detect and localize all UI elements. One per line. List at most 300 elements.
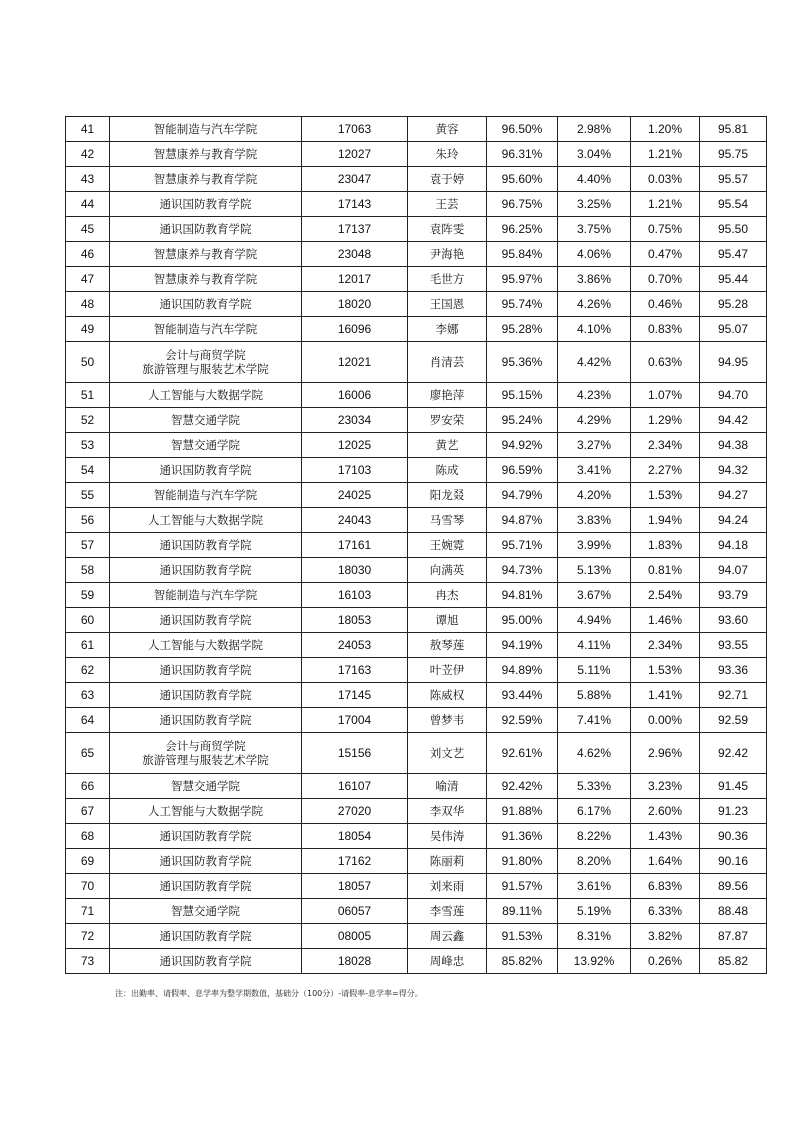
rank-cell: 52: [66, 408, 110, 433]
college-cell: 通识国防教育学院: [110, 192, 302, 217]
absence-rate-cell: 2.96%: [631, 733, 700, 774]
staff-id-cell: 18020: [302, 292, 408, 317]
staff-id-cell: 12021: [302, 342, 408, 383]
attendance-rate-cell: 95.15%: [487, 383, 558, 408]
absence-rate-cell: 1.53%: [631, 483, 700, 508]
rank-cell: 71: [66, 899, 110, 924]
table-row: [66, 342, 767, 383]
name-cell: 肖清芸: [408, 342, 487, 383]
name-cell: 刘来雨: [408, 874, 487, 899]
score-cell: 90.36: [700, 824, 767, 849]
table-row: [66, 949, 767, 974]
staff-id-cell: 17145: [302, 683, 408, 708]
staff-id-cell: 17161: [302, 533, 408, 558]
rank-cell: 66: [66, 774, 110, 799]
leave-rate-cell: 3.99%: [558, 533, 631, 558]
table-row: [66, 217, 767, 242]
staff-id-cell: 17103: [302, 458, 408, 483]
table-row: [66, 683, 767, 708]
attendance-rate-cell: 94.89%: [487, 658, 558, 683]
absence-rate-cell: 2.54%: [631, 583, 700, 608]
rank-cell: 49: [66, 317, 110, 342]
name-cell: 尹海艳: [408, 242, 487, 267]
absence-rate-cell: 1.53%: [631, 658, 700, 683]
table-row: [66, 508, 767, 533]
attendance-rate-cell: 95.24%: [487, 408, 558, 433]
attendance-rate-cell: 95.97%: [487, 267, 558, 292]
college-cell: 智慧交通学院: [110, 774, 302, 799]
name-cell: 黄艺: [408, 433, 487, 458]
rank-cell: 44: [66, 192, 110, 217]
name-cell: 陈威权: [408, 683, 487, 708]
name-cell: 曾梦韦: [408, 708, 487, 733]
college-line: 会计与商贸学院: [165, 739, 246, 753]
rank-cell: 43: [66, 167, 110, 192]
attendance-rate-cell: 94.92%: [487, 433, 558, 458]
rank-cell: 61: [66, 633, 110, 658]
leave-rate-cell: 8.31%: [558, 924, 631, 949]
college-cell: 智慧交通学院: [110, 433, 302, 458]
leave-rate-cell: 3.41%: [558, 458, 631, 483]
name-cell: 王婉霓: [408, 533, 487, 558]
rank-cell: 56: [66, 508, 110, 533]
attendance-rate-cell: 95.60%: [487, 167, 558, 192]
absence-rate-cell: 2.60%: [631, 799, 700, 824]
table-row: [66, 167, 767, 192]
table-row: [66, 317, 767, 342]
rank-cell: 65: [66, 733, 110, 774]
name-cell: 周峰忠: [408, 949, 487, 974]
leave-rate-cell: 13.92%: [558, 949, 631, 974]
attendance-rate-cell: 91.88%: [487, 799, 558, 824]
rank-cell: 70: [66, 874, 110, 899]
absence-rate-cell: 0.00%: [631, 708, 700, 733]
table-row: [66, 458, 767, 483]
rank-cell: 63: [66, 683, 110, 708]
college-cell: 通识国防教育学院: [110, 849, 302, 874]
score-cell: 91.45: [700, 774, 767, 799]
attendance-rate-cell: 96.59%: [487, 458, 558, 483]
leave-rate-cell: 5.13%: [558, 558, 631, 583]
name-cell: 冉杰: [408, 583, 487, 608]
leave-rate-cell: 5.88%: [558, 683, 631, 708]
college-cell: 通识国防教育学院: [110, 708, 302, 733]
leave-rate-cell: 5.33%: [558, 774, 631, 799]
leave-rate-cell: 4.42%: [558, 342, 631, 383]
table-row: [66, 483, 767, 508]
absence-rate-cell: 1.94%: [631, 508, 700, 533]
leave-rate-cell: 4.29%: [558, 408, 631, 433]
staff-id-cell: 24053: [302, 633, 408, 658]
absence-rate-cell: 0.83%: [631, 317, 700, 342]
college-cell: 通识国防教育学院: [110, 924, 302, 949]
table-row: [66, 408, 767, 433]
table-row: [66, 117, 767, 142]
attendance-rate-cell: 96.25%: [487, 217, 558, 242]
college-cell: 智能制造与汽车学院: [110, 317, 302, 342]
staff-id-cell: 18057: [302, 874, 408, 899]
table-row: [66, 733, 767, 774]
college-cell: 人工智能与大数据学院: [110, 383, 302, 408]
score-cell: 94.24: [700, 508, 767, 533]
table-row: [66, 433, 767, 458]
leave-rate-cell: 5.11%: [558, 658, 631, 683]
leave-rate-cell: 4.06%: [558, 242, 631, 267]
absence-rate-cell: 0.63%: [631, 342, 700, 383]
rank-cell: 64: [66, 708, 110, 733]
table-row: [66, 899, 767, 924]
absence-rate-cell: 1.64%: [631, 849, 700, 874]
leave-rate-cell: 4.62%: [558, 733, 631, 774]
college-cell: 通识国防教育学院: [110, 949, 302, 974]
staff-id-cell: 16103: [302, 583, 408, 608]
name-cell: 黄容: [408, 117, 487, 142]
attendance-rate-cell: 94.81%: [487, 583, 558, 608]
name-cell: 吴伟涛: [408, 824, 487, 849]
name-cell: 周云鑫: [408, 924, 487, 949]
name-cell: 陈丽莉: [408, 849, 487, 874]
leave-rate-cell: 3.61%: [558, 874, 631, 899]
attendance-rate-cell: 95.74%: [487, 292, 558, 317]
college-line: 旅游管理与服装艺术学院: [142, 753, 269, 767]
score-cell: 88.48: [700, 899, 767, 924]
score-cell: 94.07: [700, 558, 767, 583]
staff-id-cell: 23048: [302, 242, 408, 267]
attendance-rate-cell: 94.73%: [487, 558, 558, 583]
college-cell: 通识国防教育学院: [110, 533, 302, 558]
rank-cell: 57: [66, 533, 110, 558]
name-cell: 毛世方: [408, 267, 487, 292]
absence-rate-cell: 1.46%: [631, 608, 700, 633]
name-cell: 阳龙叕: [408, 483, 487, 508]
college-cell: 智慧康养与教育学院: [110, 167, 302, 192]
table-row: [66, 558, 767, 583]
college-cell: 人工智能与大数据学院: [110, 633, 302, 658]
college-cell: 人工智能与大数据学院: [110, 508, 302, 533]
rank-cell: 72: [66, 924, 110, 949]
name-cell: 李双华: [408, 799, 487, 824]
absence-rate-cell: 1.20%: [631, 117, 700, 142]
absence-rate-cell: 6.33%: [631, 899, 700, 924]
staff-id-cell: 18053: [302, 608, 408, 633]
staff-id-cell: 18030: [302, 558, 408, 583]
attendance-rate-cell: 94.79%: [487, 483, 558, 508]
table-row: [66, 924, 767, 949]
staff-id-cell: 17162: [302, 849, 408, 874]
absence-rate-cell: 1.21%: [631, 192, 700, 217]
score-cell: 95.75: [700, 142, 767, 167]
attendance-rate-cell: 96.50%: [487, 117, 558, 142]
score-cell: 94.18: [700, 533, 767, 558]
staff-id-cell: 17137: [302, 217, 408, 242]
absence-rate-cell: 1.21%: [631, 142, 700, 167]
leave-rate-cell: 4.26%: [558, 292, 631, 317]
score-cell: 94.38: [700, 433, 767, 458]
rank-cell: 42: [66, 142, 110, 167]
staff-id-cell: 08005: [302, 924, 408, 949]
score-cell: 92.71: [700, 683, 767, 708]
leave-rate-cell: 4.23%: [558, 383, 631, 408]
rank-cell: 69: [66, 849, 110, 874]
attendance-rate-cell: 95.71%: [487, 533, 558, 558]
rank-cell: 46: [66, 242, 110, 267]
table-row: [66, 267, 767, 292]
leave-rate-cell: 3.75%: [558, 217, 631, 242]
staff-id-cell: 12027: [302, 142, 408, 167]
attendance-rate-cell: 92.42%: [487, 774, 558, 799]
name-cell: 刘文艺: [408, 733, 487, 774]
rank-cell: 67: [66, 799, 110, 824]
table-row: [66, 142, 767, 167]
college-cell: 通识国防教育学院: [110, 458, 302, 483]
college-cell: 人工智能与大数据学院: [110, 799, 302, 824]
absence-rate-cell: 3.82%: [631, 924, 700, 949]
leave-rate-cell: 4.10%: [558, 317, 631, 342]
name-cell: 喻清: [408, 774, 487, 799]
table-body: [66, 117, 767, 974]
college-cell: 智慧康养与教育学院: [110, 142, 302, 167]
absence-rate-cell: 6.83%: [631, 874, 700, 899]
college-cell: 智慧康养与教育学院: [110, 242, 302, 267]
table-row: [66, 824, 767, 849]
attendance-rate-cell: 94.19%: [487, 633, 558, 658]
name-cell: 王芸: [408, 192, 487, 217]
staff-id-cell: 23047: [302, 167, 408, 192]
attendance-rate-cell: 93.44%: [487, 683, 558, 708]
rank-cell: 45: [66, 217, 110, 242]
staff-id-cell: 16107: [302, 774, 408, 799]
rank-cell: 62: [66, 658, 110, 683]
name-cell: 朱玲: [408, 142, 487, 167]
table-row: [66, 533, 767, 558]
staff-id-cell: 06057: [302, 899, 408, 924]
staff-id-cell: 24025: [302, 483, 408, 508]
leave-rate-cell: 3.27%: [558, 433, 631, 458]
table-row: [66, 874, 767, 899]
leave-rate-cell: 3.67%: [558, 583, 631, 608]
score-cell: 94.32: [700, 458, 767, 483]
leave-rate-cell: 4.40%: [558, 167, 631, 192]
staff-id-cell: 18054: [302, 824, 408, 849]
attendance-rate-cell: 91.36%: [487, 824, 558, 849]
college-cell: 通识国防教育学院: [110, 217, 302, 242]
leave-rate-cell: 8.22%: [558, 824, 631, 849]
leave-rate-cell: 4.20%: [558, 483, 631, 508]
score-cell: 94.42: [700, 408, 767, 433]
table-row: [66, 633, 767, 658]
table-row: [66, 708, 767, 733]
name-cell: 陈成: [408, 458, 487, 483]
absence-rate-cell: 1.83%: [631, 533, 700, 558]
college-cell: 通识国防教育学院: [110, 608, 302, 633]
college-cell: 智慧交通学院: [110, 408, 302, 433]
name-cell: 谭旭: [408, 608, 487, 633]
staff-id-cell: 16096: [302, 317, 408, 342]
rank-cell: 55: [66, 483, 110, 508]
leave-rate-cell: 2.98%: [558, 117, 631, 142]
staff-id-cell: 23034: [302, 408, 408, 433]
attendance-rate-cell: 95.28%: [487, 317, 558, 342]
absence-rate-cell: 1.43%: [631, 824, 700, 849]
leave-rate-cell: 5.19%: [558, 899, 631, 924]
attendance-rate-cell: 91.80%: [487, 849, 558, 874]
staff-id-cell: 12017: [302, 267, 408, 292]
staff-id-cell: 17143: [302, 192, 408, 217]
attendance-rate-cell: 92.59%: [487, 708, 558, 733]
score-cell: 95.07: [700, 317, 767, 342]
table-row: [66, 658, 767, 683]
table-row: [66, 799, 767, 824]
name-cell: 叶苙伊: [408, 658, 487, 683]
absence-rate-cell: 0.81%: [631, 558, 700, 583]
staff-id-cell: 27020: [302, 799, 408, 824]
staff-id-cell: 24043: [302, 508, 408, 533]
attendance-rate-cell: 91.57%: [487, 874, 558, 899]
college-cell: [110, 342, 302, 383]
name-cell: 袁于婷: [408, 167, 487, 192]
name-cell: 李娜: [408, 317, 487, 342]
name-cell: 向满英: [408, 558, 487, 583]
attendance-rate-cell: 95.36%: [487, 342, 558, 383]
score-cell: 95.81: [700, 117, 767, 142]
absence-rate-cell: 0.47%: [631, 242, 700, 267]
college-cell: 智能制造与汽车学院: [110, 583, 302, 608]
college-line: 会计与商贸学院: [165, 348, 246, 362]
leave-rate-cell: 3.83%: [558, 508, 631, 533]
name-cell: 袁阵雯: [408, 217, 487, 242]
table-row: [66, 583, 767, 608]
attendance-rate-cell: 92.61%: [487, 733, 558, 774]
score-cell: 95.44: [700, 267, 767, 292]
table-row: [66, 383, 767, 408]
footnote: 注：出勤率、请假率、息学率为整学期数值，基础分（100分）-请假率-息学率=得分。: [115, 989, 423, 998]
rank-cell: 73: [66, 949, 110, 974]
score-cell: 93.60: [700, 608, 767, 633]
absence-rate-cell: 0.75%: [631, 217, 700, 242]
rank-cell: 48: [66, 292, 110, 317]
rank-cell: 50: [66, 342, 110, 383]
absence-rate-cell: 0.03%: [631, 167, 700, 192]
score-cell: 87.87: [700, 924, 767, 949]
leave-rate-cell: 7.41%: [558, 708, 631, 733]
absence-rate-cell: 2.34%: [631, 633, 700, 658]
attendance-rate-cell: 96.31%: [487, 142, 558, 167]
attendance-ranking-table: [65, 116, 767, 974]
name-cell: 敖琴莲: [408, 633, 487, 658]
table-row: [66, 292, 767, 317]
absence-rate-cell: 1.29%: [631, 408, 700, 433]
leave-rate-cell: 3.04%: [558, 142, 631, 167]
college-cell: 智慧康养与教育学院: [110, 267, 302, 292]
rank-cell: 58: [66, 558, 110, 583]
table-row: [66, 774, 767, 799]
leave-rate-cell: 3.86%: [558, 267, 631, 292]
absence-rate-cell: 2.27%: [631, 458, 700, 483]
staff-id-cell: 17163: [302, 658, 408, 683]
absence-rate-cell: 1.41%: [631, 683, 700, 708]
attendance-rate-cell: 85.82%: [487, 949, 558, 974]
rank-cell: 41: [66, 117, 110, 142]
leave-rate-cell: 4.94%: [558, 608, 631, 633]
leave-rate-cell: 4.11%: [558, 633, 631, 658]
rank-cell: 68: [66, 824, 110, 849]
name-cell: 李雪莲: [408, 899, 487, 924]
table-row: [66, 849, 767, 874]
college-cell: 通识国防教育学院: [110, 658, 302, 683]
college-cell: 智能制造与汽车学院: [110, 117, 302, 142]
college-cell: [110, 733, 302, 774]
table-row: [66, 608, 767, 633]
attendance-rate-cell: 94.87%: [487, 508, 558, 533]
score-cell: 93.55: [700, 633, 767, 658]
score-cell: 93.79: [700, 583, 767, 608]
score-cell: 92.59: [700, 708, 767, 733]
score-cell: 85.82: [700, 949, 767, 974]
score-cell: 90.16: [700, 849, 767, 874]
leave-rate-cell: 8.20%: [558, 849, 631, 874]
staff-id-cell: 12025: [302, 433, 408, 458]
attendance-rate-cell: 96.75%: [487, 192, 558, 217]
college-cell: 通识国防教育学院: [110, 874, 302, 899]
staff-id-cell: 17063: [302, 117, 408, 142]
college-cell: 智能制造与汽车学院: [110, 483, 302, 508]
staff-id-cell: 18028: [302, 949, 408, 974]
score-cell: 91.23: [700, 799, 767, 824]
absence-rate-cell: 0.26%: [631, 949, 700, 974]
score-cell: 95.57: [700, 167, 767, 192]
rank-cell: 54: [66, 458, 110, 483]
score-cell: 94.70: [700, 383, 767, 408]
rank-cell: 51: [66, 383, 110, 408]
name-cell: 王国恩: [408, 292, 487, 317]
absence-rate-cell: 0.70%: [631, 267, 700, 292]
college-cell: 智慧交通学院: [110, 899, 302, 924]
attendance-rate-cell: 95.84%: [487, 242, 558, 267]
attendance-rate-cell: 95.00%: [487, 608, 558, 633]
college-cell: 通识国防教育学院: [110, 824, 302, 849]
score-cell: 93.36: [700, 658, 767, 683]
attendance-rate-cell: 91.53%: [487, 924, 558, 949]
rank-cell: 59: [66, 583, 110, 608]
college-cell: 通识国防教育学院: [110, 558, 302, 583]
score-cell: 95.54: [700, 192, 767, 217]
college-line: 旅游管理与服装艺术学院: [142, 362, 269, 376]
staff-id-cell: 16006: [302, 383, 408, 408]
attendance-rate-cell: 89.11%: [487, 899, 558, 924]
name-cell: 廖艳萍: [408, 383, 487, 408]
absence-rate-cell: 1.07%: [631, 383, 700, 408]
name-cell: 罗安荣: [408, 408, 487, 433]
rank-cell: 60: [66, 608, 110, 633]
name-cell: 马雪琴: [408, 508, 487, 533]
score-cell: 95.28: [700, 292, 767, 317]
staff-id-cell: 17004: [302, 708, 408, 733]
table-row: [66, 192, 767, 217]
score-cell: 95.47: [700, 242, 767, 267]
score-cell: 89.56: [700, 874, 767, 899]
college-cell: 通识国防教育学院: [110, 683, 302, 708]
score-cell: 95.50: [700, 217, 767, 242]
staff-id-cell: 15156: [302, 733, 408, 774]
absence-rate-cell: 3.23%: [631, 774, 700, 799]
score-cell: 92.42: [700, 733, 767, 774]
score-cell: 94.95: [700, 342, 767, 383]
leave-rate-cell: 3.25%: [558, 192, 631, 217]
rank-cell: 53: [66, 433, 110, 458]
rank-cell: 47: [66, 267, 110, 292]
leave-rate-cell: 6.17%: [558, 799, 631, 824]
absence-rate-cell: 2.34%: [631, 433, 700, 458]
